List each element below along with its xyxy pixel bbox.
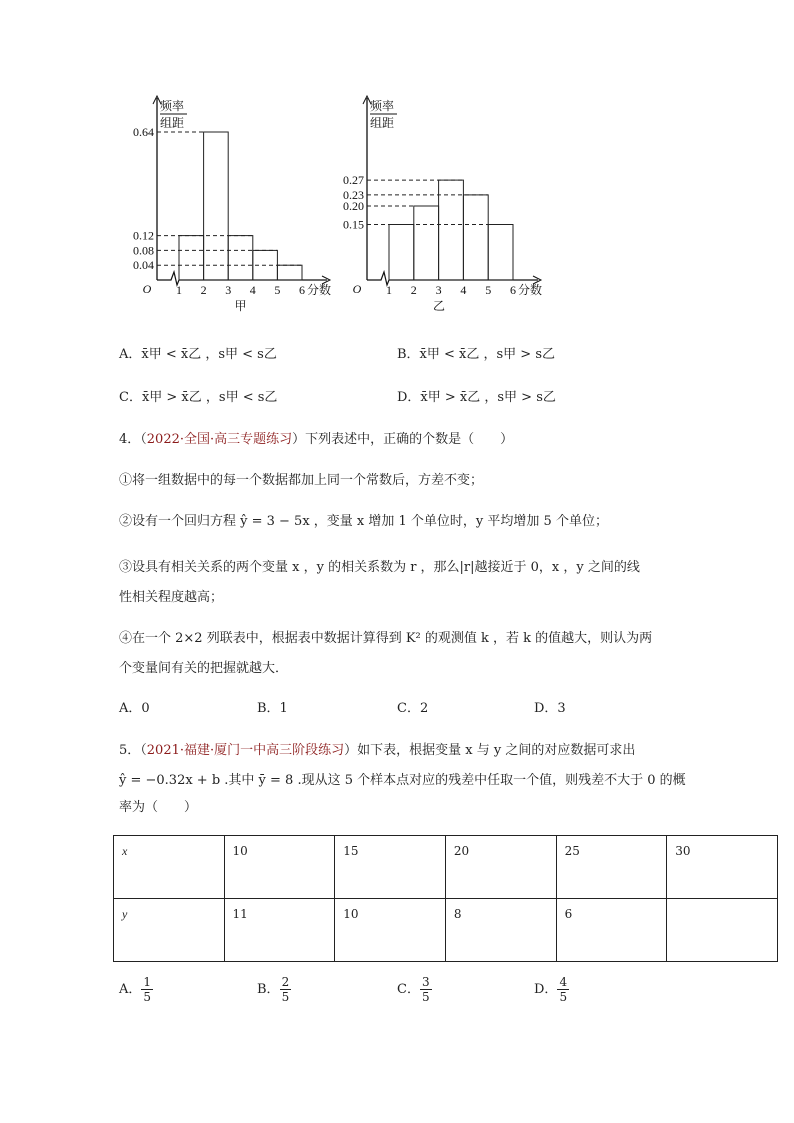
y-tick-label: 0.04: [133, 258, 154, 273]
histogram-bar: [179, 236, 204, 280]
denominator: 5: [143, 990, 152, 1004]
table-cell: 8: [445, 899, 556, 962]
denominator: 5: [421, 990, 430, 1004]
y-tick-label: 0.23: [343, 187, 364, 202]
y-axis-label-top: 频率: [370, 99, 395, 113]
table-cell: 10: [335, 899, 446, 962]
option-label: C．: [397, 982, 420, 997]
q5-stem: [119, 739, 635, 758]
q4-stem: [119, 428, 513, 447]
option-label: D．: [534, 982, 558, 997]
numerator: 2: [281, 975, 290, 989]
q3-option-b[interactable]: B．x̄甲 < x̄乙 ，s甲 > s乙: [397, 347, 556, 362]
q4-statement-4b: 个变量间有关的把握就越大．: [119, 661, 289, 676]
q3-option-a[interactable]: A．x̄甲 < x̄乙 ，s甲 < s乙: [119, 347, 277, 362]
q4-statement-4a: ④在一个 2×2 列联表中，根据表中数据计算得到 K² 的观测值 k ，若 k 的值越大，则认为两: [119, 631, 653, 646]
x-tick-label: 5: [274, 283, 281, 297]
q4-source: 2022·全国·高三专题练习: [146, 432, 293, 447]
y-tick-label: 0.12: [133, 228, 154, 243]
x-tick-label: 1: [386, 283, 392, 297]
x-tick-label: 3: [435, 283, 442, 297]
q5-stem-text: ）如下表，根据变量 x 与 y 之间的对应数据可求出: [344, 743, 636, 758]
q4-option-a[interactable]: A．0: [119, 701, 150, 716]
table-cell: 20: [445, 836, 556, 899]
origin-label: O: [142, 282, 152, 296]
fraction: [280, 975, 292, 1004]
q5-source: 2021·福建·厦门一中高三阶段练习: [146, 743, 345, 758]
x-tick-label: 1: [176, 283, 182, 297]
y-axis-label-bottom: 组距: [370, 116, 395, 130]
fraction: [557, 975, 569, 1004]
x-tick-label: 4: [460, 283, 467, 297]
fraction: [420, 975, 432, 1004]
table-cell: 25: [556, 836, 667, 899]
q4-statement-1: ①将一组数据中的每一个数据都加上同一个常数后，方差不变；: [119, 473, 484, 488]
histograms: [0, 0, 794, 330]
numerator: 4: [559, 975, 568, 989]
x-tick-label: 3: [225, 283, 232, 297]
q3-option-c[interactable]: C．x̄甲 > x̄乙 ，s甲 < s乙: [119, 390, 278, 405]
q4-option-d[interactable]: D．3: [534, 701, 566, 716]
origin-label: O: [352, 282, 362, 296]
numerator: 3: [421, 975, 430, 989]
table-row: [114, 836, 778, 899]
x-axis-label: 分数: [518, 283, 543, 297]
table-cell: 11: [224, 899, 335, 962]
table-cell: 6: [556, 899, 667, 962]
table-cell: 15: [335, 836, 446, 899]
fraction: [141, 975, 153, 1004]
x-axis-label: 分数: [307, 283, 332, 297]
table-cell: 30: [667, 836, 778, 899]
table-row: [114, 899, 778, 962]
histogram-bar: [389, 225, 414, 281]
histogram-bar: [488, 225, 513, 281]
denominator: 5: [559, 990, 568, 1004]
x-tick-label: 2: [410, 283, 417, 297]
q4-number: 4．（: [119, 432, 147, 447]
data-table: [113, 835, 778, 962]
q4-option-c[interactable]: C．2: [397, 701, 429, 716]
q5-option-b[interactable]: [257, 975, 291, 1004]
option-label: B．: [257, 982, 280, 997]
q4-statement-3b: 性相关程度越高；: [119, 590, 224, 605]
y-tick-label: 0.08: [133, 243, 154, 258]
histogram-bar: [463, 195, 488, 280]
y-tick-label: 0.27: [343, 173, 364, 188]
table-cell: [667, 899, 778, 962]
x-tick-label: 6: [299, 283, 305, 297]
denominator: 5: [281, 990, 290, 1004]
q5-option-a[interactable]: [119, 975, 153, 1004]
histogram-bar: [204, 132, 229, 280]
table-cell: y: [114, 899, 225, 962]
q5-option-d[interactable]: [534, 975, 569, 1004]
q5-line-3: 率为（ ）: [119, 800, 198, 815]
histogram-bar: [414, 206, 439, 280]
table-cell: 10: [224, 836, 335, 899]
y-tick-label: 0.20: [343, 199, 364, 213]
q4-stem-text: ）下列表述中，正确的个数是（ ）: [292, 432, 514, 447]
option-label: A．: [119, 982, 142, 997]
table-cell: x: [114, 836, 225, 899]
q4-option-b[interactable]: B．1: [257, 701, 288, 716]
numerator: 1: [143, 975, 152, 989]
q5-option-c[interactable]: [397, 975, 432, 1004]
x-tick-label: 2: [200, 283, 207, 297]
x-tick-label: 4: [249, 283, 256, 297]
chart-caption: 乙: [432, 299, 446, 313]
histogram-bar: [277, 265, 302, 280]
y-tick-label: 0.64: [133, 125, 154, 139]
q5-number: 5．（: [119, 743, 147, 758]
q5-line-2: ŷ = −0.32x + b .其中 ȳ = 8 .现从这 5 个样本点对应的残差中任取一个值，则残差不大于 0 的概: [119, 773, 686, 788]
chart-caption: 甲: [234, 299, 247, 313]
histogram-bar: [228, 236, 253, 280]
q4-statement-3a: ③设具有相关关系的两个变量 x ，y 的相关系数为 r ，那么|r|越接近于 0，x ，y 之间的线: [119, 560, 640, 575]
y-axis-label-top: 频率: [160, 99, 185, 113]
x-tick-label: 5: [485, 283, 492, 297]
q3-option-d[interactable]: D．x̄甲 > x̄乙 ，s甲 > s乙: [397, 390, 556, 405]
x-tick-label: 6: [510, 283, 516, 297]
q4-statement-2: ②设有一个回归方程 ŷ = 3 − 5x ，变量 x 增加 1 个单位时，y 平均增加 5 个单位；: [119, 514, 608, 529]
y-tick-label: 0.15: [343, 217, 364, 232]
y-axis-label-bottom: 组距: [160, 116, 185, 130]
